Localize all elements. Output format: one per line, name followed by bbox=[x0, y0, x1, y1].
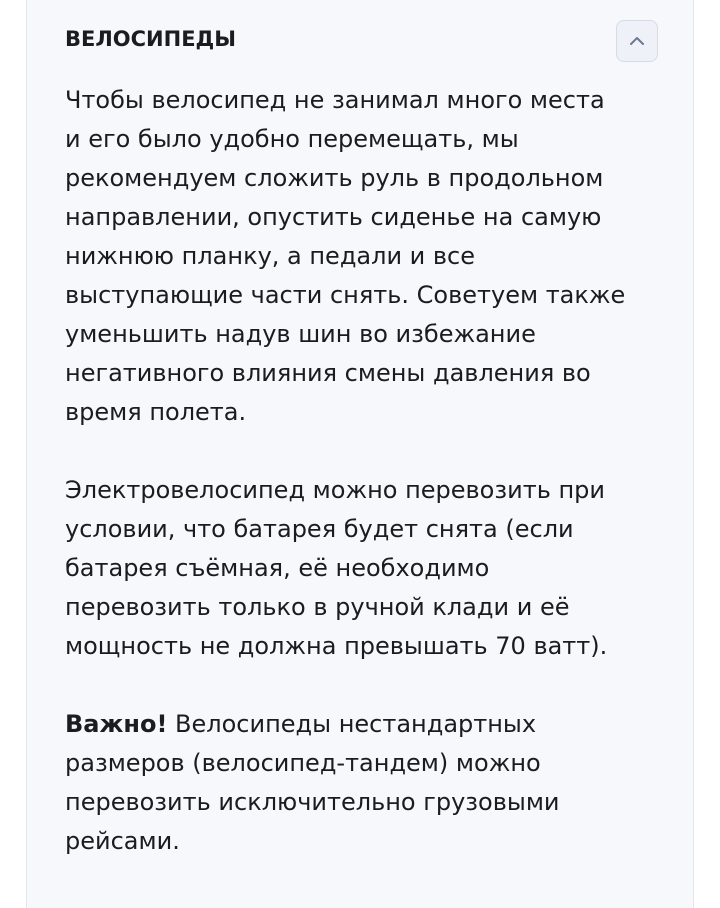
text-line: нижнюю планку, а педали и все bbox=[65, 242, 476, 270]
text-line: направлении, опустить сиденье на самую bbox=[65, 203, 602, 231]
text-line: рейсами. bbox=[65, 827, 180, 855]
text-line: Чтобы велосипед не занимал много места bbox=[65, 86, 605, 114]
text-line: мощность не должна превышать 70 ватт). bbox=[65, 632, 608, 660]
text-line: перевозить только в ручной клади и её bbox=[65, 593, 570, 621]
text-line: время полета. bbox=[65, 398, 247, 426]
text-line: Электровелосипед можно перевозить при bbox=[65, 476, 605, 504]
section-content bbox=[65, 81, 665, 861]
collapse-button[interactable] bbox=[616, 20, 658, 62]
text-line: размеров (велосипед-тандем) можно bbox=[65, 749, 541, 777]
text-line: условии, что батарея будет снята (если bbox=[65, 515, 574, 543]
paragraph-ebike bbox=[65, 471, 665, 666]
text-line: и его было удобно перемещать, мы bbox=[65, 125, 519, 153]
chevron-up-icon bbox=[628, 32, 646, 50]
text-line: уменьшить надув шин во избежание bbox=[65, 320, 536, 348]
text-line: выступающие части снять. Советуем также bbox=[65, 281, 626, 309]
text-line: рекомендуем сложить руль в продольном bbox=[65, 164, 604, 192]
text-line: Велосипеды нестандартных bbox=[167, 710, 537, 738]
paragraph-important bbox=[65, 705, 665, 861]
important-label: Важно! bbox=[65, 710, 168, 738]
section-title[interactable]: ВЕЛОСИПЕДЫ bbox=[65, 27, 237, 51]
text-line: перевозить исключительно грузовыми bbox=[65, 788, 560, 816]
text-line: негативного влияния смены давления во bbox=[65, 359, 591, 387]
paragraph-bicycle-packing bbox=[65, 81, 665, 432]
accordion-card bbox=[26, 0, 694, 908]
text-line: батарея съёмная, её необходимо bbox=[65, 554, 490, 582]
